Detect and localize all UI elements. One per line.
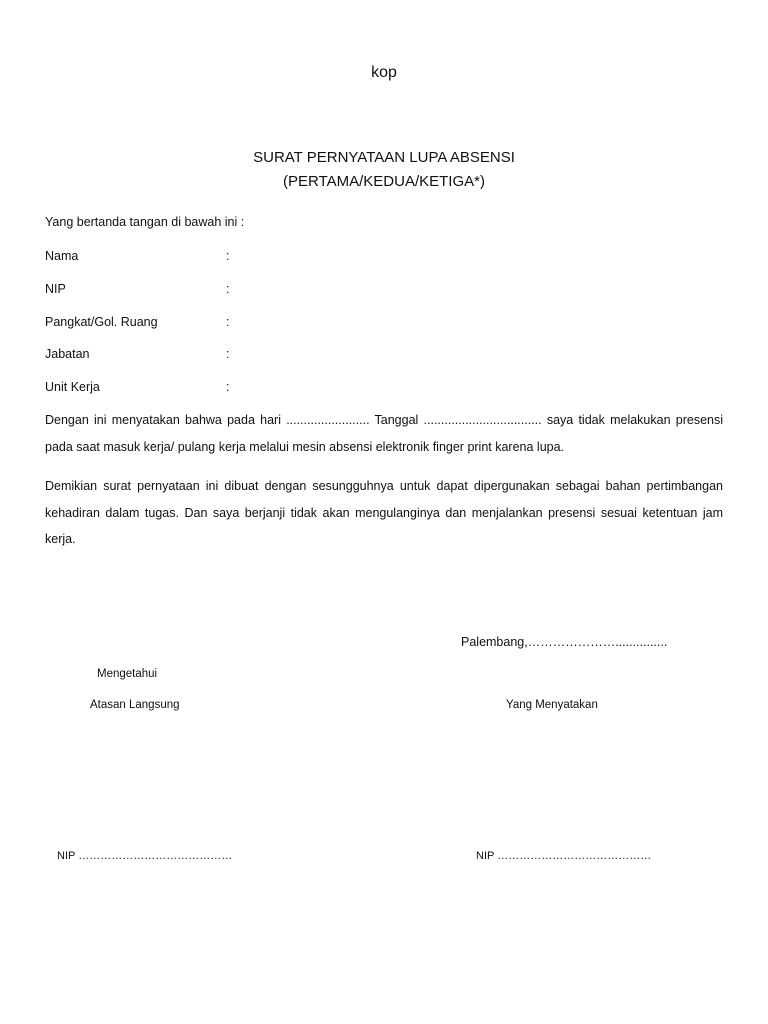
field-separator: :: [226, 249, 230, 263]
field-separator: :: [226, 347, 230, 361]
field-unit-kerja: [45, 380, 345, 398]
field-separator: :: [226, 380, 230, 394]
field-label: Unit Kerja: [45, 380, 100, 394]
field-separator: :: [226, 315, 230, 329]
title-line-1: SURAT PERNYATAAN LUPA ABSENSI: [253, 149, 515, 166]
declarant-label: Yang Menyatakan: [506, 699, 598, 711]
field-label: Pangkat/Gol. Ruang: [45, 315, 158, 329]
field-label: NIP: [45, 282, 66, 296]
supervisor-label: Atasan Langsung: [90, 699, 180, 711]
field-nip: [45, 282, 345, 300]
letterhead-placeholder: kop: [371, 64, 397, 81]
declarant-nip: NIP ……………………………………: [476, 850, 652, 862]
field-jabatan: [45, 347, 345, 365]
closing-paragraph: Demikian surat pernyataan ini dibuat dengan sesungguhnya untuk dapat dipergunakan sebagai bahan pertimbangan kehadiran dalam tugas. Dan saya berjanji tidak akan mengulanginya dan menjalankan presensi sesuai ketentuan jam kerja.: [45, 479, 723, 546]
statement-paragraph: Dengan ini menyatakan bahwa pada hari ........................ Tanggal .................................. saya tidak melakukan presensi pada saat masuk kerja/ pulang kerja melalui mesin absensi elektronik finger print karena lupa.: [45, 413, 723, 454]
acknowledged-label: Mengetahui: [97, 668, 158, 680]
field-nama: [45, 249, 345, 267]
field-label: Nama: [45, 249, 79, 263]
field-label: Jabatan: [45, 347, 90, 361]
field-separator: :: [226, 282, 230, 296]
field-pangkat: [45, 315, 345, 333]
title-line-2: (PERTAMA/KEDUA/KETIGA*): [283, 173, 485, 190]
document-title: [0, 146, 768, 194]
intro-text: Yang bertanda tangan di bawah ini :: [45, 215, 245, 229]
supervisor-nip: NIP ……………………………………: [57, 850, 233, 862]
place-date-line: Palembang,…………………...............: [461, 635, 668, 649]
